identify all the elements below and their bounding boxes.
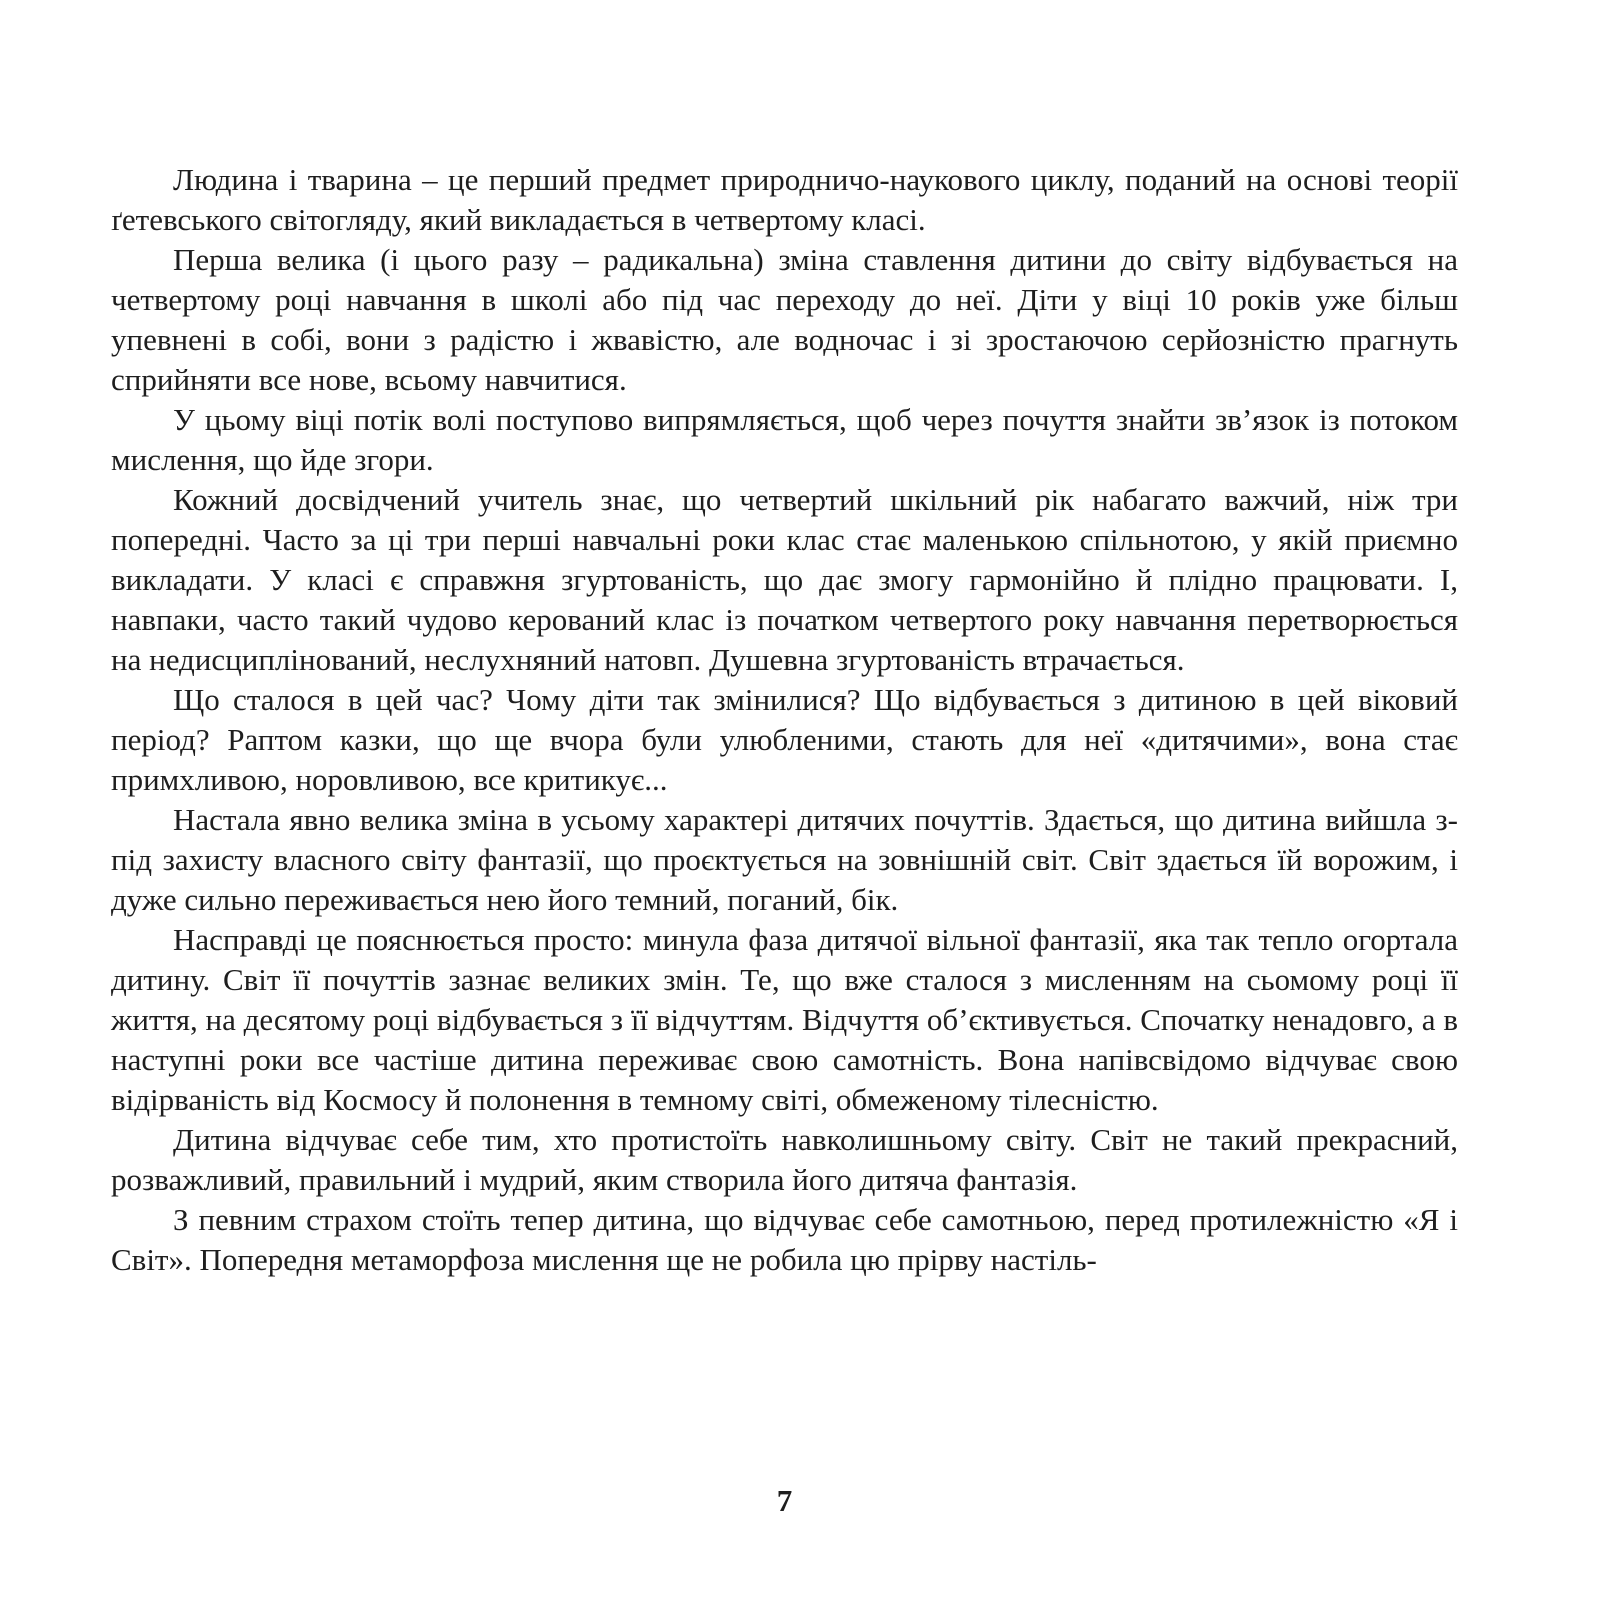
- paragraph: Дитина відчуває себе тим, хто протистоїть навколишньому світу. Світ не такий прекрасний, розважливий, правильний і мудрий, яким створила його дитяча фантазія.: [111, 1122, 1458, 1197]
- paragraph: Що сталося в цей час? Чому діти так змінилися? Що відбувається з дитиною в цей віковий період? Раптом казки, що ще вчора були улюбленими, стають для неї «дитячими», вона стає примхливою, норовливою, все критикує...: [111, 682, 1458, 797]
- paragraph: З певним страхом стоїть тепер дитина, що відчуває себе самотньою, перед протилежністю «Я і Світ». Попередня метаморфоза мислення ще не робила цю прірву настіль-: [111, 1202, 1458, 1277]
- page-number: 7: [776, 1483, 793, 1518]
- paragraph: Кожний досвідчений учитель знає, що четвертий шкільний рік набагато важчий, ніж три попередні. Часто за ці три перші навчальні роки клас стає маленькою спільнотою, у якій приємно викладати. У класі є справжня згуртованість, що дає змогу гармонійно й плідно працювати. І, навпаки, часто такий чудово керований клас із початком четвертого року навчання перетворюється на недисциплінований, неслухняний натовп. Душевна згуртованість втрачається.: [111, 482, 1458, 677]
- body-text: [111, 160, 1458, 1280]
- paragraph: Насправді це пояснюється просто: минула фаза дитячої вільної фантазії, яка так тепло огортала дитину. Світ її почуттів зазнає великих змін. Те, що вже сталося з мисленням на сьомому році її життя, на десятому році відбувається з її відчуттям. Відчуття об’єктивується. Спочатку ненадовго, а в наступні роки все частіше дитина переживає свою самотність. Вона напівсвідомо відчуває свою відірваність від Космосу й полонення в темному світі, обмеженому тілесністю.: [111, 922, 1458, 1117]
- paragraph: У цьому віці потік волі поступово випрямляється, щоб через почуття знайти зв’язок із потоком мислення, що йде згори.: [111, 402, 1458, 477]
- paragraph: Перша велика (і цього разу – радикальна) зміна ставлення дитини до світу відбувається на четвертому році навчання в школі або під час переходу до неї. Діти у віці 10 років уже більш упевнені в собі, вони з радістю і жвавістю, але водночас і зі зростаючою серйозністю прагнуть сприйняти все нове, всьому навчитися.: [111, 242, 1458, 397]
- paragraph: Людина і тварина – це перший предмет природничо-наукового циклу, поданий на основі теорії ґетевського світогляду, який викладається в четвертому класі.: [111, 162, 1458, 237]
- paragraph: Настала явно велика зміна в усьому характері дитячих почуттів. Здається, що дитина вийшла з-під захисту власного світу фантазії, що проєктується на зовнішній світ. Світ здається їй ворожим, і дуже сильно переживається нею його темний, поганий, бік.: [111, 802, 1458, 917]
